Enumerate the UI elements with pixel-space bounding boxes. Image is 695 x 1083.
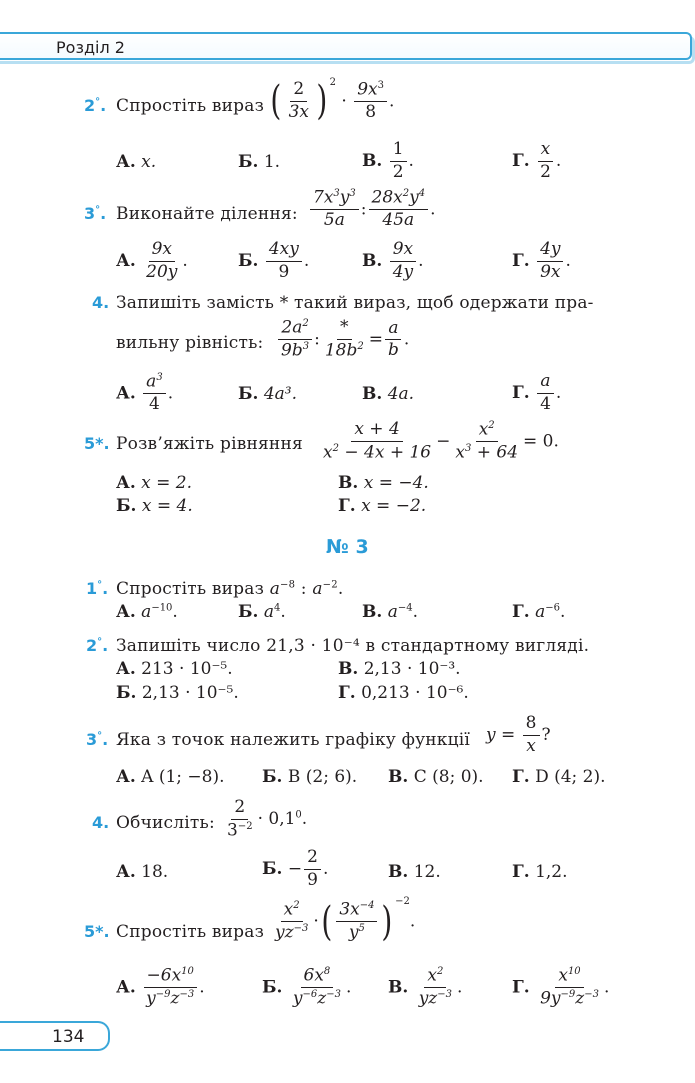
question-text: Запишіть число 21,3 · 10⁻⁴ в стандартному вигляді.: [116, 636, 590, 656]
page-number: 134: [52, 1027, 85, 1047]
question-number: 4.: [92, 813, 110, 832]
question-text: Розв’яжіть рівняння: [116, 434, 303, 454]
option-b: Б. 1.: [238, 152, 281, 172]
option-a: А. $a^{-10}$.: [116, 602, 178, 622]
question-number: 3°.: [86, 730, 109, 749]
chapter-title: Розділ 2: [56, 38, 125, 57]
option-d: Г. 1,2.: [512, 862, 568, 882]
option-c: В. $\frac{9x}{4y}$ .: [362, 239, 424, 282]
question-number: 3°.: [84, 204, 107, 223]
option-d: Г. $\frac{a}{4}$ .: [512, 371, 562, 414]
question-text: вильну рівність:: [116, 333, 264, 353]
option-a: А. x = 2.: [116, 473, 193, 493]
option-c: В. 4a.: [362, 384, 415, 404]
question-text: Виконайте ділення:: [116, 204, 298, 224]
question-text: Обчисліть:: [116, 813, 215, 833]
option-d: Г. $a^{-6}$.: [512, 602, 566, 622]
option-a: А. $\frac{-6x^{10}}{y^{-9}z^{-3}}$ .: [116, 965, 205, 1009]
option-a: А. $\frac{9x}{20y}$ .: [116, 239, 188, 282]
option-d: Г. $\frac{x}{2}$ .: [512, 139, 562, 182]
option-c: В. $a^{-4}$.: [362, 602, 418, 622]
option-a: А. $\frac{a^3}{4}$ .: [116, 371, 174, 415]
page-number-tab: [0, 1021, 110, 1051]
option-b: Б. $\frac{6x^8}{y^{-6}z^{-3}}$ .: [262, 965, 352, 1009]
option-d: Г. $\frac{4y}{9x}$ .: [512, 239, 571, 282]
option-d: Г. D (4; 2).: [512, 767, 606, 787]
option-d: Г. $\frac{x^{10}}{9y^{-9}z^{-3}}$ .: [512, 965, 610, 1009]
option-b: Б. 4a³.: [238, 384, 298, 404]
question-text: Яка з точок належить графіку функції: [116, 730, 471, 750]
option-a: А. 18.: [116, 862, 169, 882]
expression: y = $\frac{8}{x}$ ?: [486, 713, 551, 756]
option-d: Г. x = −2.: [338, 496, 427, 516]
question-number: 2°.: [84, 96, 107, 115]
option-b: Б. 2,13 · 10⁻⁵.: [116, 683, 239, 703]
option-a: А. x.: [116, 152, 157, 172]
option-b: Б. B (2; 6).: [262, 767, 358, 787]
section-title: № 3: [326, 536, 369, 558]
option-b: Б. x = 4.: [116, 496, 193, 516]
option-c: В. 12.: [388, 862, 441, 882]
question-text: Спростіть вираз: [116, 922, 265, 942]
option-b: Б. $a^4$.: [238, 602, 286, 622]
expression: $\frac{x + 4}{x^2 - 4x + 16}$ − $\frac{x^2}{x^3 + 64}$ = 0.: [323, 419, 559, 463]
expression: ( $\frac{2}{3x}$ ) $^2$ · $\frac{9x^3}{8}$ .: [270, 77, 395, 125]
option-b: Б. − $\frac{2}{9}$ .: [262, 847, 329, 890]
expression: $\frac{2a^2}{9b^3}$ : $\frac{*}{18b^2}$ = $\frac{a}{b}$ .: [276, 318, 409, 361]
option-c: В. 2,13 · 10⁻³.: [338, 659, 461, 679]
question-number: 1°.: [86, 579, 109, 598]
question-number: 2°.: [86, 636, 109, 655]
option-c: В. $\frac{x^2}{yz^{-3}}$ .: [388, 965, 463, 1009]
expression: $\frac{2}{3^{-2}}$ · $0,1^0$.: [227, 797, 308, 841]
question-number: 5*.: [84, 434, 110, 453]
question-text: Спростіть вираз $a^{-8}$ : $a^{-2}$.: [116, 579, 344, 599]
option-c: В. C (8; 0).: [388, 767, 484, 787]
question-number: 5*.: [84, 922, 110, 941]
option-c: В. x = −4.: [338, 473, 429, 493]
option-c: В. $\frac{1}{2}$ .: [362, 139, 414, 182]
option-a: А. A (1; −8).: [116, 767, 225, 787]
question-text: Запишіть замість * такий вираз, щоб одержати пра-: [116, 293, 594, 313]
option-b: Б. $\frac{4xy}{9}$ .: [238, 239, 310, 282]
question-text: Спростіть вираз: [116, 96, 265, 116]
expression: $\frac{7x^3y^3}{5a}$ : $\frac{28x^2y^4}{45a}$ .: [308, 188, 436, 231]
expression: $\frac{x^2}{yz^{-3}}$ ·( $\frac{3x^{-4}}{y^5}$ ) $^{-2}$.: [275, 895, 416, 945]
question-number: 4.: [92, 293, 110, 312]
option-a: А. 213 · 10⁻⁵.: [116, 659, 233, 679]
chapter-header: [0, 32, 692, 60]
option-d: Г. 0,213 · 10⁻⁶.: [338, 683, 469, 703]
